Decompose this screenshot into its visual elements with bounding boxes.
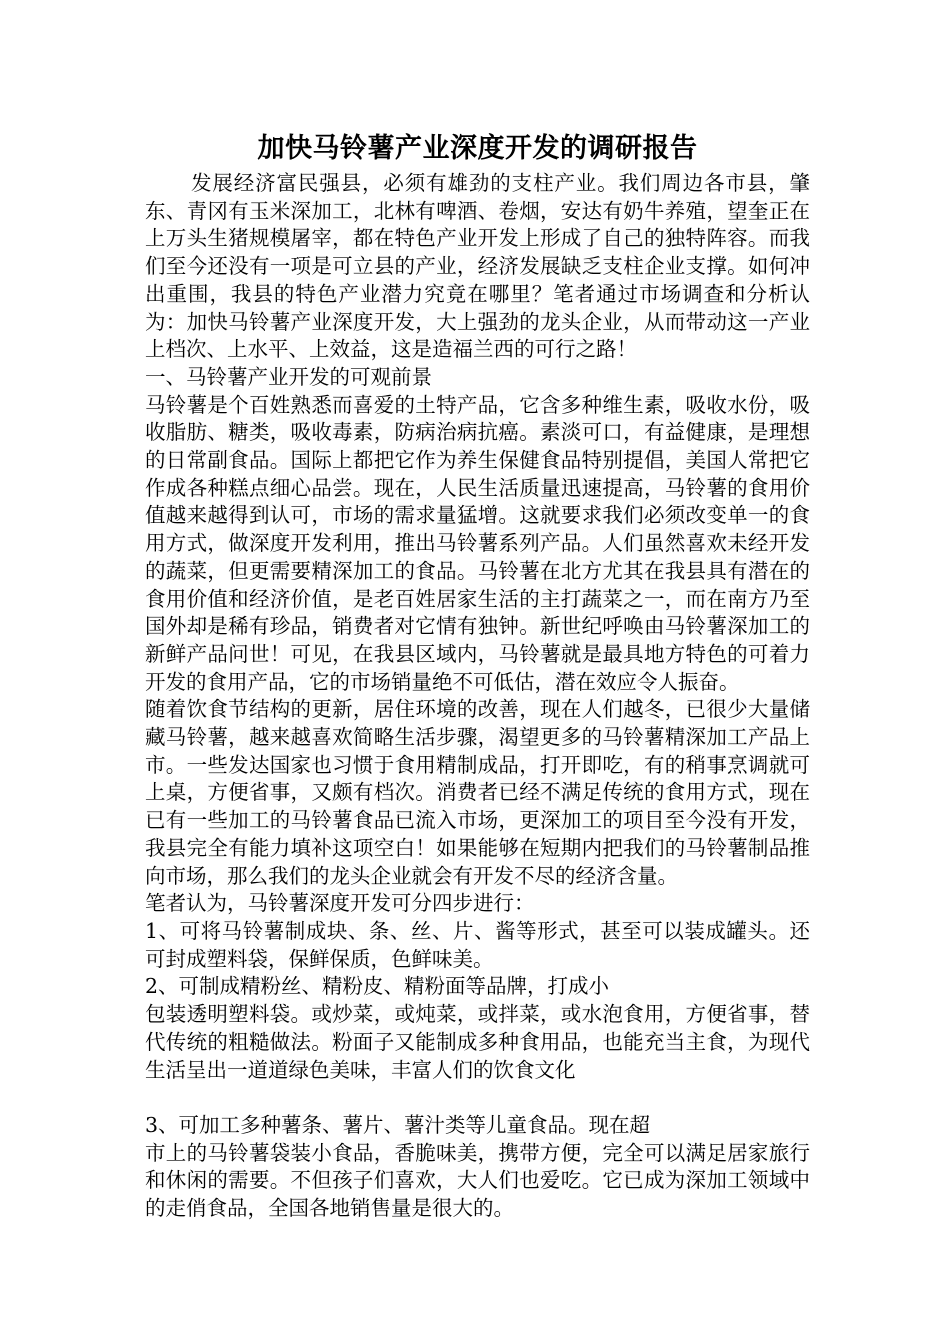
step-2-first-line: 2、可制成精粉丝、精粉皮、精粉面等品牌，打成小 [145, 974, 610, 999]
step-1-paragraph: 1、可将马铃薯制成块、条、丝、片、酱等形式，甚至可以装成罐头。还可封成塑料袋，保鲜保质，色鲜味美。 [145, 918, 810, 971]
section1-paragraph-2: 随着饮食节结构的更新，居住环境的改善，现在人们越冬，已很少大量储藏马铃薯，越来越喜欢简略生活步骤，渴望更多的马铃薯精深加工产品上市。一些发达国家也习惯于食用精制成品，打开即吃，有的稍事烹调就可上桌，方便省事，又颇有档次。消费者已经不满足传统的食用方式，现在已有一些加工的马铃薯食品已流入市场，更深加工的项目至今没有开发，我县完全有能力填补这项空白！如果能够在短期内把我们的马铃薯制品推向市场，那么我们的龙头企业就会有开发不尽的经济含量。 [145, 697, 810, 888]
section1-paragraph-3: 笔者认为，马铃薯深度开发可分四步进行： [145, 891, 535, 916]
step-3-first-line: 3、可加工多种薯条、薯片、薯汁类等儿童食品。现在超 [145, 1112, 651, 1137]
document-title: 加快马铃薯产业深度开发的调研报告 [257, 133, 698, 164]
step-2-paragraph: 包装透明塑料袋。或炒菜，或炖菜，或拌菜，或水泡食用，方便省事，替代传统的粗糙做法。粉面子又能制成多种食用品，也能充当主食，为现代生活呈出一道道绿色美味，丰富人们的饮食文化 [145, 1002, 810, 1082]
step-3-paragraph: 市上的马铃薯袋装小食品，香脆味美，携带方便，完全可以满足居家旅行和休闲的需要。不但孩子们喜欢，大人们也爱吃。它已成为深加工领域中的走俏食品，全国各地销售量是很大的。 [145, 1140, 810, 1220]
document-page [145, 130, 810, 1223]
section1-heading: 一、马铃薯产业开发的可观前景 [145, 364, 432, 389]
blank-line [145, 1084, 810, 1112]
section1-paragraph-1: 马铃薯是个百姓熟悉而喜爱的土特产品，它含多种维生素，吸收水份，吸收脂肪、糖类，吸收毒素，防病治病抗癌。素淡可口，有益健康，是理想的日常副食品。国际上都把它作为养生保健食品特别提倡，美国人常把它作成各种糕点细心品尝。现在，人民生活质量迅速提高，马铃薯的食用价值越来越得到认可，市场的需求量猛增。这就要求我们必须改变单一的食用方式，做深度开发利用，推出马铃薯系列产品。人们虽然喜欢未经开发的蔬菜，但更需要精深加工的食品。马铃薯在北方尤其在我县具有潜在的食用价值和经济价值，是老百姓居家生活的主打蔬菜之一，而在南方乃至国外却是稀有珍品，销费者对它情有独钟。新世纪呼唤由马铃薯深加工的新鲜产品问世！可见，在我县区域内，马铃薯就是最具地方特色的可着力开发的食用产品，它的市场销量绝不可低估，潜在效应令人振奋。 [145, 392, 810, 694]
intro-paragraph: 发展经济富民强县，必须有雄劲的支柱产业。我们周边各市县，肇东、青冈有玉米深加工，北林有啤酒、卷烟，安达有奶牛养殖，望奎正在上万头生猪规模屠宰，都在特色产业开发上形成了自己的独特阵容。而我们至今还没有一项是可立县的产业，经济发展缺乏支柱企业支撑。如何冲出重围，我县的特色产业潜力究竟在哪里？笔者通过市场调查和分析认为：加快马铃薯产业深度开发，大上强劲的龙头企业，从而带动这一产业上档次、上水平、上效益，这是造福兰西的可行之路！ [145, 171, 810, 362]
